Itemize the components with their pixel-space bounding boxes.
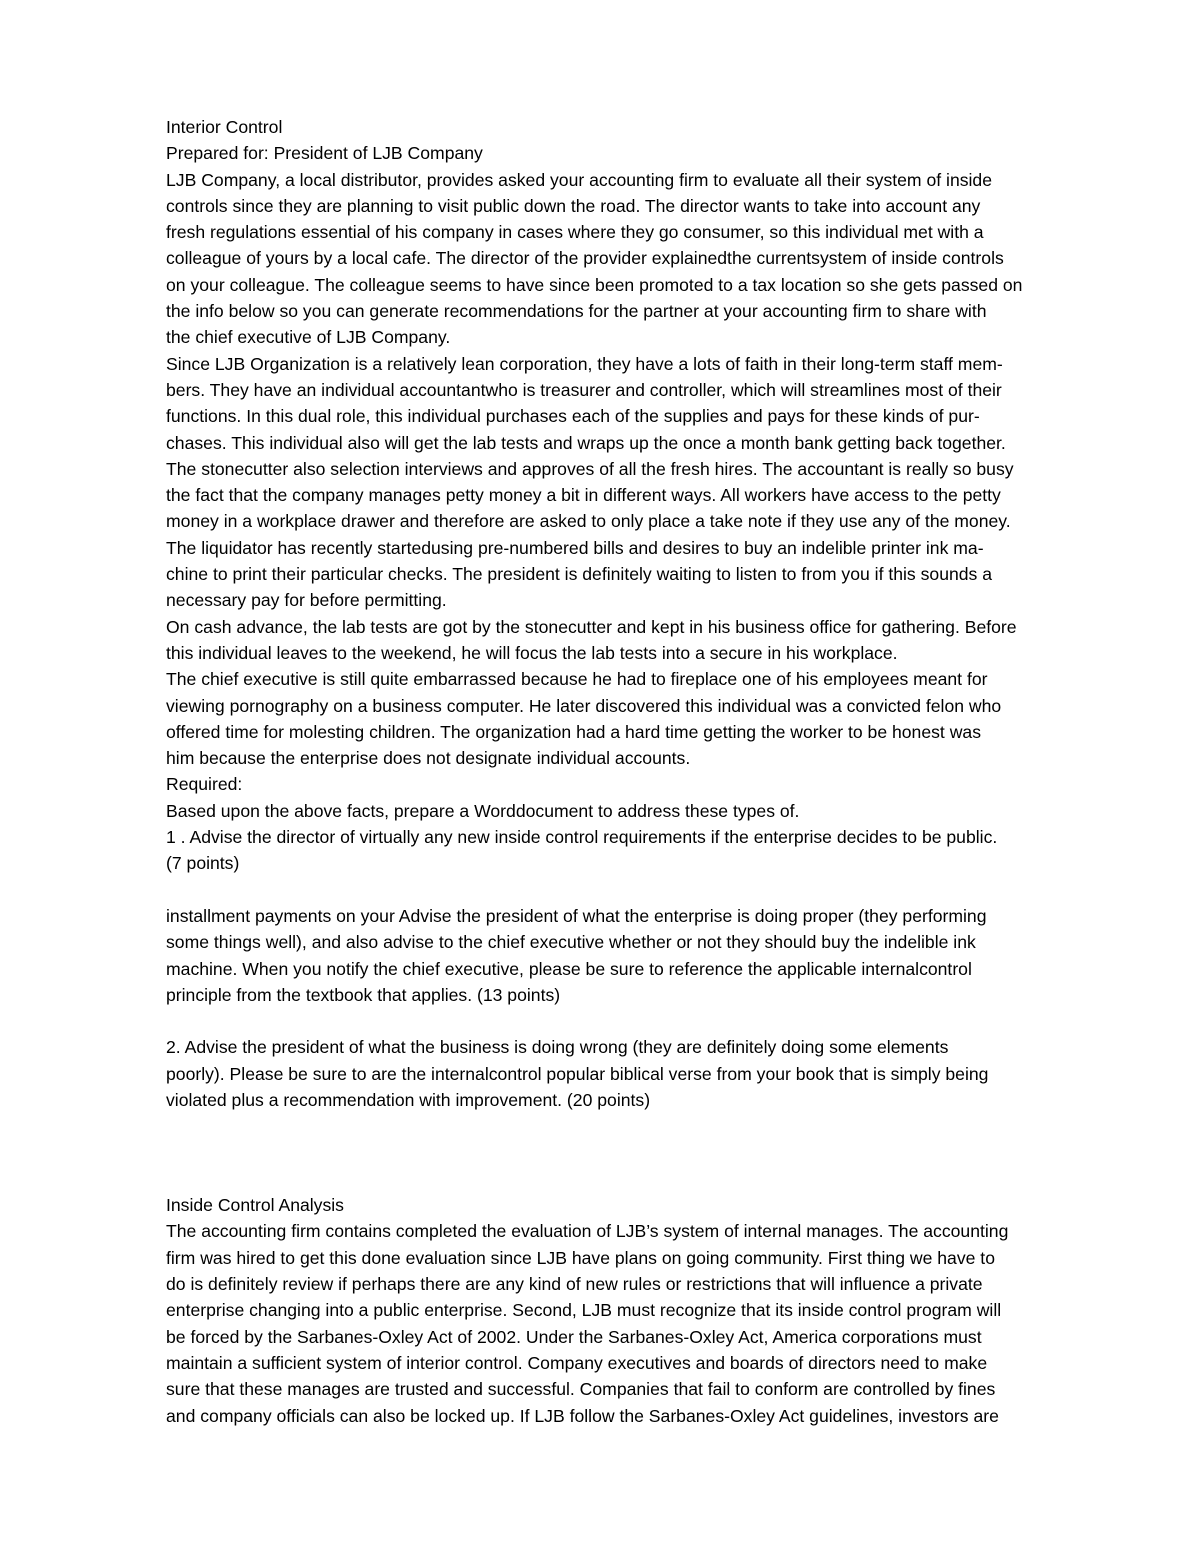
text-line: LJB Company, a local distributor, provides asked your accounting firm to evaluate all their system of inside bbox=[166, 169, 993, 190]
blank-line bbox=[166, 1140, 1126, 1166]
text-line: the chief executive of LJB Company. bbox=[166, 327, 451, 348]
text-line: maintain a sufficient system of interior control. Company executives and boards of directors need to make bbox=[166, 1352, 988, 1373]
text-line: Since LJB Organization is a relatively lean corporation, they have a lots of faith in their long-term staff mem- bbox=[166, 353, 1003, 374]
text-line: and company officials can also be locked up. If LJB follow the Sarbanes-Oxley Act guidelines, investors are bbox=[166, 1405, 999, 1426]
text-line: do is definitely review if perhaps there are any kind of new rules or restrictions that will influence a private bbox=[166, 1274, 983, 1295]
text-line: bers. They have an individual accountantwho is treasurer and controller, which will streamlines most of their bbox=[166, 379, 1002, 400]
blank-line bbox=[166, 877, 1126, 903]
blank-line bbox=[166, 1113, 1126, 1139]
text-line: this individual leaves to the weekend, he will focus the lab tests into a secure in his workplace. bbox=[166, 642, 898, 663]
text-line: 1 . Advise the director of virtually any new inside control requirements if the enterprise decides to be public. bbox=[166, 827, 998, 848]
blank-line bbox=[166, 1166, 1126, 1192]
text-line: some things well), and also advise to the chief executive whether or not they should buy the indelible ink bbox=[166, 932, 976, 953]
text-line: The liquidator has recently startedusing pre-numbered bills and desires to buy an indelible printer ink ma- bbox=[166, 537, 984, 558]
text-line: principle from the textbook that applies. (13 points) bbox=[166, 984, 561, 1005]
text-line: The accounting firm contains completed the evaluation of LJB’s system of internal manages. The accounting bbox=[166, 1221, 1009, 1242]
text-line: functions. In this dual role, this individual purchases each of the supplies and pays for these kinds of pur- bbox=[166, 406, 980, 427]
text-line: the fact that the company manages petty money a bit in different ways. All workers have access to the petty bbox=[166, 485, 1001, 506]
text-line: sure that these manages are trusted and successful. Companies that fail to conform are controlled by fines bbox=[166, 1379, 996, 1400]
text-line: On cash advance, the lab tests are got by the stonecutter and kept in his business office for gathering. Before bbox=[166, 616, 1017, 637]
text-line: machine. When you notify the chief executive, please be sure to reference the applicable internalcontrol bbox=[166, 958, 972, 979]
text-line: firm was hired to get this done evaluation since LJB have plans on going community. First thing we have to bbox=[166, 1247, 995, 1268]
blank-line bbox=[166, 1008, 1126, 1034]
text-line: viewing pornography on a business computer. He later discovered this individual was a convicted felon who bbox=[166, 695, 1002, 716]
text-line: violated plus a recommendation with improvement. (20 points) bbox=[166, 1089, 651, 1110]
text-line: fresh regulations essential of his company in cases where they go consumer, so this individual met with a bbox=[166, 222, 984, 243]
text-line: enterprise changing into a public enterprise. Second, LJB must recognize that its inside control program will bbox=[166, 1300, 1002, 1321]
text-line: The stonecutter also selection interviews and approves of all the fresh hires. The accountant is really so busy bbox=[166, 458, 1014, 479]
text-line: him because the enterprise does not designate individual accounts. bbox=[166, 748, 691, 769]
text-line: installment payments on your Advise the president of what the enterprise is doing proper (they performing bbox=[166, 905, 987, 926]
text-line: colleague of yours by a local cafe. The director of the provider explainedthe currentsystem of inside controls bbox=[166, 248, 1004, 269]
text-line: offered time for molesting children. The organization had a hard time getting the worker to be honest was bbox=[166, 721, 981, 742]
text-line: Required: bbox=[166, 774, 243, 795]
text-line: Prepared for: President of LJB Company bbox=[166, 143, 483, 164]
text-line: be forced by the Sarbanes-Oxley Act of 2002. Under the Sarbanes-Oxley Act, America corporations must bbox=[166, 1326, 982, 1347]
document-body bbox=[166, 114, 1126, 1429]
text-line: Inside Control Analysis bbox=[166, 1195, 344, 1216]
text-line: chine to print their particular checks. The president is definitely waiting to listen to from you if this sounds a bbox=[166, 564, 993, 585]
text-line: money in a workplace drawer and therefore are asked to only place a take note if they use any of the money. bbox=[166, 511, 1011, 532]
text-line: 2. Advise the president of what the business is doing wrong (they are definitely doing some elements bbox=[166, 1037, 949, 1058]
text-line: necessary pay for before permitting. bbox=[166, 590, 447, 611]
text-line: poorly). Please be sure to are the internalcontrol popular biblical verse from your book that is simply being bbox=[166, 1063, 989, 1084]
text-line: The chief executive is still quite embarrassed because he had to fireplace one of his employees meant for bbox=[166, 669, 988, 690]
text-line: the info below so you can generate recommendations for the partner at your accounting firm to share with bbox=[166, 301, 987, 322]
text-line: on your colleague. The colleague seems to have since been promoted to a tax location so she gets passed on bbox=[166, 274, 1023, 295]
text-line: Based upon the above facts, prepare a Worddocument to address these types of. bbox=[166, 800, 800, 821]
text-line: (7 points) bbox=[166, 853, 240, 874]
text-line: controls since they are planning to visit public down the road. The director wants to take into account any bbox=[166, 195, 981, 216]
text-line: chases. This individual also will get the lab tests and wraps up the once a month bank getting back together. bbox=[166, 432, 1006, 453]
text-line: Interior Control bbox=[166, 117, 283, 137]
